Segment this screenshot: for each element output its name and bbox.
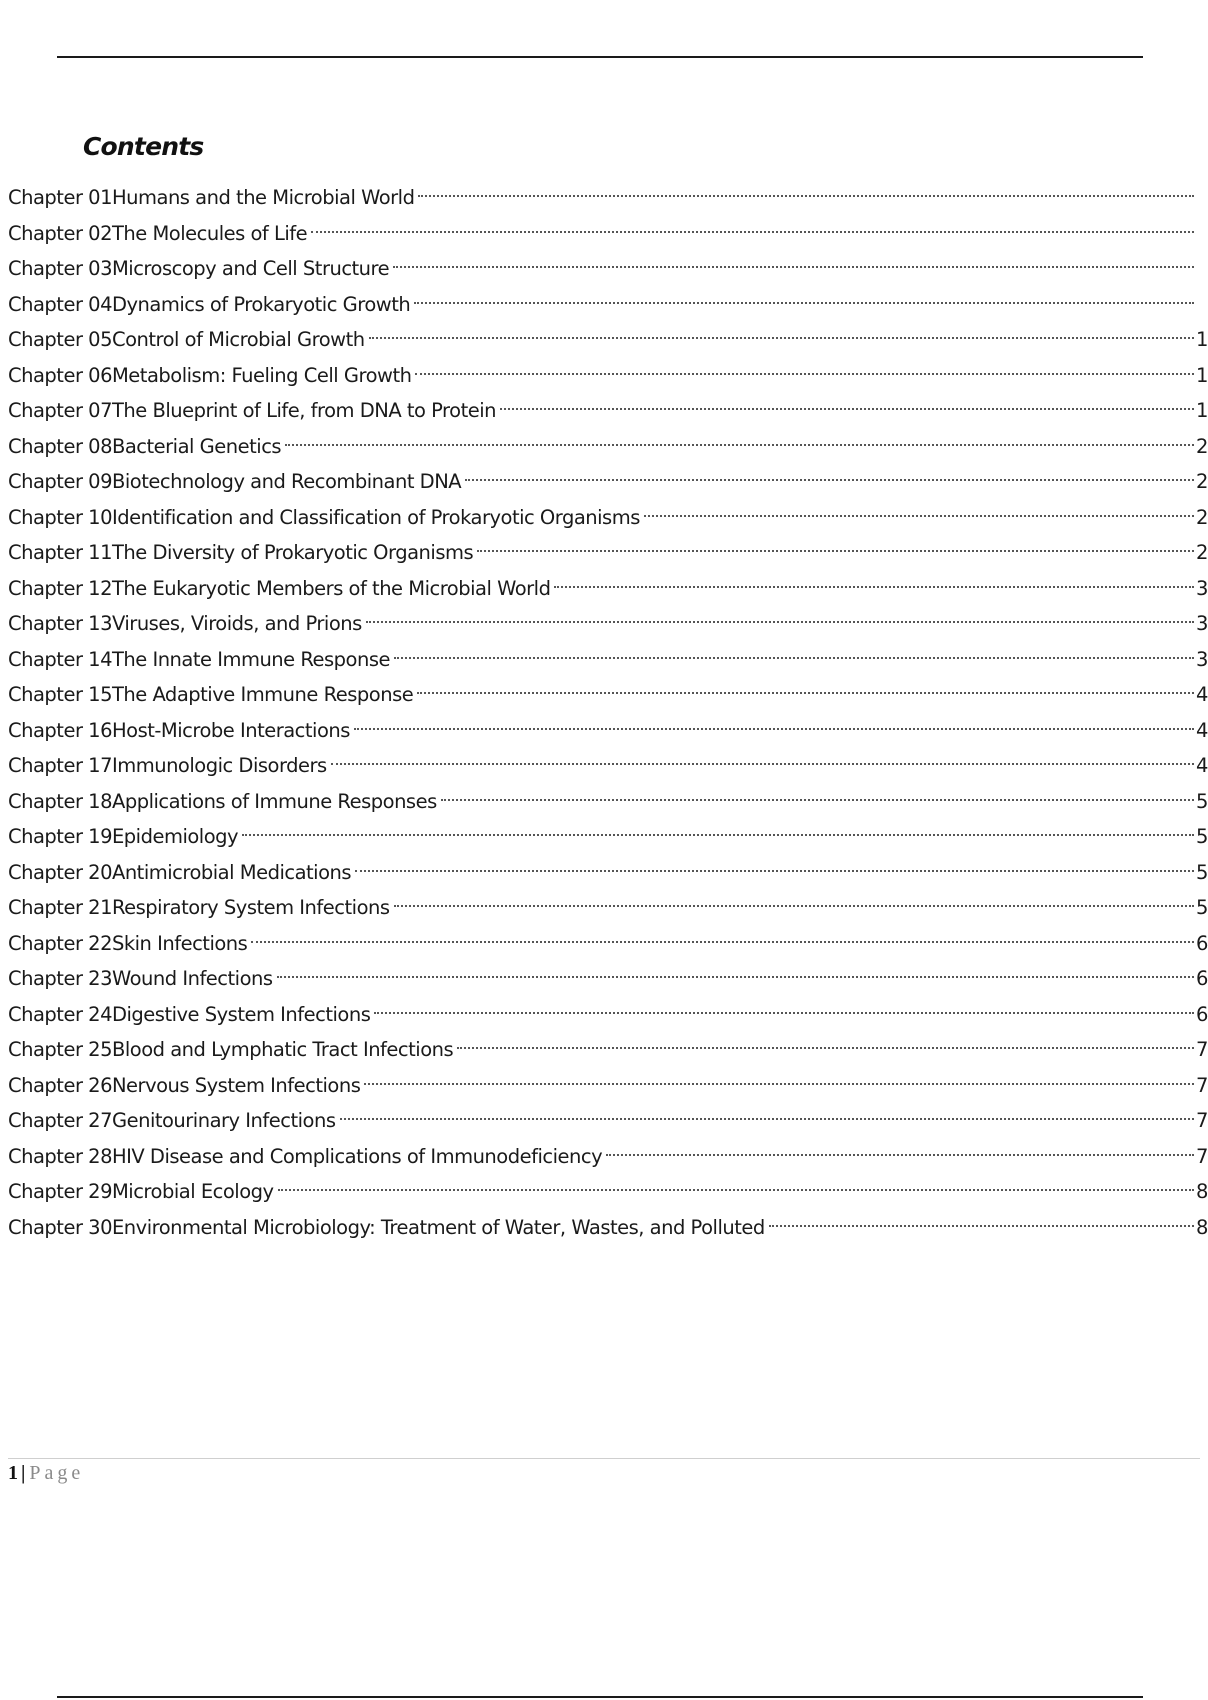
footer-page-label: Page [29, 1462, 85, 1484]
toc-dot-leader [355, 870, 1194, 872]
footer-page-number: 1 [8, 1462, 18, 1484]
toc-entry-page-number: 5 [1196, 789, 1208, 813]
toc-entry-page-number: 4 [1196, 683, 1208, 706]
toc-entry-title: Chapter 22Skin Infections [8, 931, 248, 955]
toc-entry[interactable] [8, 677, 1208, 713]
toc-entry-title: Chapter 11The Diversity of Prokaryotic Organisms [8, 541, 474, 564]
toc-dot-leader [418, 195, 1194, 197]
toc-entry-page-number: 2 [1196, 470, 1208, 493]
toc-dot-leader [769, 1225, 1194, 1227]
toc-entry[interactable] [8, 997, 1208, 1033]
toc-dot-leader [500, 408, 1194, 410]
toc-entry-page-number: 8 [1196, 1215, 1208, 1239]
toc-entry[interactable] [8, 393, 1208, 429]
toc-entry-title: Chapter 06Metabolism: Fueling Cell Growth [8, 363, 412, 387]
toc-entry-page-number: 7 [1196, 1038, 1208, 1061]
toc-entry-page-number: 3 [1196, 576, 1208, 600]
toc-entry-page-number: 6 [1196, 967, 1208, 990]
table-of-contents [8, 180, 1208, 1245]
toc-entry[interactable] [8, 926, 1208, 962]
toc-entry[interactable] [8, 216, 1200, 252]
footer-rule [8, 1458, 1200, 1459]
toc-entry[interactable] [8, 571, 1208, 607]
toc-dot-leader [277, 976, 1194, 978]
toc-entry-title: Chapter 16Host-Microbe Interactions [8, 718, 350, 742]
toc-entry-page-number: 7 [1196, 1109, 1208, 1132]
toc-entry[interactable] [8, 1139, 1208, 1175]
toc-dot-leader [477, 550, 1194, 552]
toc-dot-leader [393, 266, 1194, 268]
footer-separator: | [21, 1462, 26, 1484]
toc-entry-page-number: 2 [1196, 505, 1208, 529]
toc-entry-title: Chapter 03Microscopy and Cell Structure [8, 257, 390, 280]
toc-entry-title: Chapter 30Environmental Microbiology: Treatment of Water, Wastes, and Polluted [8, 1215, 765, 1239]
toc-dot-leader [311, 231, 1194, 233]
toc-entry-title: Chapter 02The Molecules of Life [8, 221, 308, 245]
toc-entry-page-number: 6 [1196, 931, 1208, 955]
toc-entry-title: Chapter 12The Eukaryotic Members of the Microbial World [8, 576, 551, 600]
toc-entry-title: Chapter 21Respiratory System Infections [8, 896, 390, 919]
toc-entry[interactable] [8, 1174, 1208, 1210]
toc-entry-title: Chapter 25Blood and Lymphatic Tract Infections [8, 1038, 454, 1061]
toc-entry[interactable] [8, 500, 1208, 536]
toc-entry[interactable] [8, 819, 1208, 855]
toc-entry[interactable] [8, 429, 1208, 465]
toc-dot-leader [394, 905, 1194, 907]
toc-dot-leader [251, 941, 1194, 943]
toc-dot-leader [414, 302, 1194, 304]
toc-entry-title: Chapter 24Digestive System Infections [8, 1002, 371, 1026]
toc-entry[interactable] [8, 1103, 1208, 1139]
toc-entry[interactable] [8, 784, 1208, 820]
toc-entry-page-number: 1 [1196, 363, 1208, 387]
toc-entry[interactable] [8, 358, 1208, 394]
toc-dot-leader [554, 586, 1194, 588]
toc-entry-title: Chapter 09Biotechnology and Recombinant DNA [8, 470, 462, 493]
toc-entry[interactable] [8, 748, 1208, 784]
toc-entry-page-number: 5 [1196, 825, 1208, 848]
toc-entry[interactable] [8, 180, 1200, 216]
toc-entry-title: Chapter 04Dynamics of Prokaryotic Growth [8, 292, 411, 316]
toc-dot-leader [606, 1154, 1194, 1156]
toc-entry[interactable] [8, 1210, 1208, 1246]
toc-entry-title: Chapter 08Bacterial Genetics [8, 434, 282, 458]
toc-dot-leader [374, 1012, 1194, 1014]
page-footer [8, 1461, 84, 1485]
toc-dot-leader [441, 799, 1194, 801]
toc-entry-page-number: 5 [1196, 896, 1208, 919]
toc-entry[interactable] [8, 1032, 1208, 1068]
toc-dot-leader [285, 444, 1194, 446]
toc-entry[interactable] [8, 287, 1200, 323]
toc-entry-title: Chapter 14The Innate Immune Response [8, 647, 391, 671]
toc-entry-page-number: 8 [1196, 1180, 1208, 1203]
toc-entry[interactable] [8, 606, 1208, 642]
toc-entry-title: Chapter 17Immunologic Disorders [8, 754, 327, 777]
toc-entry-title: Chapter 05Control of Microbial Growth [8, 328, 365, 351]
toc-entry[interactable] [8, 890, 1208, 926]
toc-dot-leader [394, 657, 1194, 659]
toc-entry-title: Chapter 26Nervous System Infections [8, 1073, 361, 1097]
toc-entry-title: Chapter 01Humans and the Microbial World [8, 186, 415, 209]
toc-entry-title: Chapter 15The Adaptive Immune Response [8, 683, 414, 706]
toc-entry-title: Chapter 29Microbial Ecology [8, 1180, 274, 1203]
toc-dot-leader [278, 1189, 1194, 1191]
toc-entry[interactable] [8, 322, 1208, 358]
toc-entry-page-number: 6 [1196, 1002, 1208, 1026]
toc-entry-title: Chapter 07The Blueprint of Life, from DNA to Protein [8, 399, 496, 422]
toc-dot-leader [364, 1083, 1194, 1085]
toc-dot-leader [457, 1047, 1194, 1049]
toc-dot-leader [415, 373, 1194, 375]
toc-dot-leader [366, 621, 1194, 623]
toc-dot-leader [369, 337, 1194, 339]
toc-dot-leader [354, 728, 1194, 730]
toc-entry[interactable] [8, 642, 1208, 678]
bottom-rule [57, 1696, 1143, 1698]
toc-entry-title: Chapter 28HIV Disease and Complications of Immunodeficiency [8, 1144, 603, 1168]
toc-entry-page-number: 2 [1196, 434, 1208, 458]
toc-entry-title: Chapter 10Identification and Classification of Prokaryotic Organisms [8, 505, 640, 529]
toc-entry-page-number: 4 [1196, 718, 1208, 742]
toc-entry[interactable] [8, 1068, 1208, 1104]
toc-entry[interactable] [8, 464, 1208, 500]
toc-entry[interactable] [8, 535, 1208, 571]
header-rule [57, 56, 1143, 58]
toc-entry-page-number: 4 [1196, 754, 1208, 777]
toc-dot-leader [644, 515, 1194, 517]
toc-dot-leader [340, 1118, 1195, 1120]
toc-dot-leader [242, 834, 1194, 836]
contents-heading: Contents [83, 132, 204, 161]
toc-entry-page-number: 7 [1196, 1144, 1208, 1168]
toc-entry-page-number: 2 [1196, 541, 1208, 564]
toc-entry-page-number: 1 [1196, 328, 1208, 351]
toc-entry-title: Chapter 27Genitourinary Infections [8, 1109, 336, 1132]
toc-entry-title: Chapter 13Viruses, Viroids, and Prions [8, 612, 362, 635]
toc-entry-title: Chapter 18Applications of Immune Responses [8, 789, 437, 813]
toc-entry-page-number: 7 [1196, 1073, 1208, 1097]
toc-entry[interactable] [8, 855, 1208, 891]
toc-entry-page-number: 5 [1196, 860, 1208, 884]
toc-entry-page-number: 1 [1196, 399, 1208, 422]
toc-entry-title: Chapter 20Antimicrobial Medications [8, 860, 352, 884]
toc-entry-title: Chapter 23Wound Infections [8, 967, 273, 990]
toc-entry[interactable] [8, 961, 1208, 997]
toc-entry-page-number: 3 [1196, 647, 1208, 671]
toc-entry[interactable] [8, 251, 1200, 287]
toc-dot-leader [331, 763, 1194, 765]
toc-dot-leader [417, 692, 1194, 694]
toc-dot-leader [465, 479, 1194, 481]
toc-entry[interactable] [8, 713, 1208, 749]
toc-entry-page-number: 3 [1196, 612, 1208, 635]
toc-entry-title: Chapter 19Epidemiology [8, 825, 239, 848]
